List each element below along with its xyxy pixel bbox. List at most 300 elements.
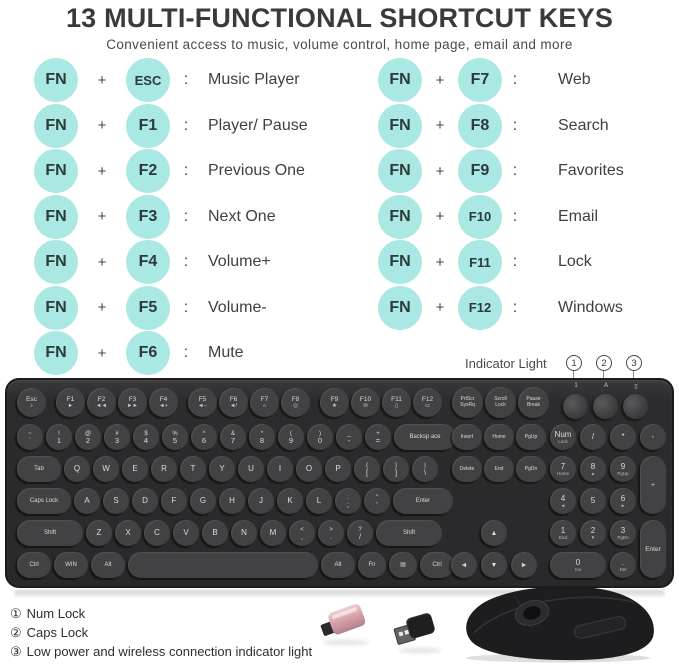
key-label: W bbox=[102, 464, 110, 473]
key-h bbox=[219, 488, 245, 514]
fn-key-circle: FN bbox=[378, 195, 422, 239]
key-label: 3 bbox=[114, 435, 120, 445]
fn-key-circle: FN bbox=[34, 286, 78, 330]
key-label: Insert bbox=[460, 434, 474, 440]
key-c bbox=[144, 520, 170, 546]
key-p bbox=[325, 456, 351, 482]
key-label: " bbox=[375, 494, 379, 501]
colon: : bbox=[512, 253, 518, 270]
key-label: 2 bbox=[590, 525, 596, 535]
key-label: M bbox=[269, 528, 277, 537]
key-label: = bbox=[375, 435, 381, 445]
key-label: ♪ bbox=[30, 403, 33, 409]
key-ctrl bbox=[420, 552, 454, 578]
shortcut-key-circle: F12 bbox=[458, 286, 502, 330]
key-label: ( bbox=[290, 430, 292, 437]
footnotes bbox=[10, 604, 312, 661]
key-j bbox=[248, 488, 274, 514]
indicator-callout-2: 2 bbox=[596, 355, 612, 371]
keyboard-nav-block bbox=[452, 424, 548, 488]
shortcut-function-label: Favorites bbox=[558, 162, 624, 179]
key-label: Scroll bbox=[494, 396, 507, 402]
key-+ bbox=[640, 456, 666, 514]
key-sym bbox=[75, 424, 101, 450]
key-d bbox=[132, 488, 158, 514]
key-label: U bbox=[248, 464, 254, 473]
shortcut-function-label: Volume- bbox=[208, 298, 267, 316]
key-label: # bbox=[115, 430, 119, 437]
key-pause bbox=[518, 387, 549, 418]
key-1 bbox=[550, 520, 576, 546]
shortcut-function-label: Music Player bbox=[208, 71, 300, 88]
keyboard-row bbox=[17, 424, 465, 450]
key-label: F7 bbox=[260, 396, 269, 403]
shortcut-column-right bbox=[378, 58, 673, 331]
key-label: Enter bbox=[415, 497, 431, 504]
shortcut-function-label: Email bbox=[558, 207, 599, 225]
key-r bbox=[151, 456, 177, 482]
key-label: ◄ bbox=[560, 502, 566, 508]
key-f3 bbox=[118, 388, 147, 417]
battery-indicator: ▯ bbox=[634, 384, 638, 390]
key-i bbox=[267, 456, 293, 482]
arrow-right-key: ► bbox=[511, 552, 537, 578]
fn-key-circle: FN bbox=[378, 149, 422, 193]
key-label: ) bbox=[319, 430, 321, 437]
key-label: ▤ bbox=[400, 561, 406, 568]
key-label: S bbox=[113, 496, 119, 505]
key-label: I bbox=[278, 464, 282, 473]
key-label: 9 bbox=[288, 435, 294, 445]
key-label: 9 bbox=[620, 461, 626, 471]
key-scroll bbox=[485, 387, 516, 418]
key-label: ✉ bbox=[363, 403, 368, 409]
colon: : bbox=[512, 116, 518, 134]
shortcut-row bbox=[378, 149, 673, 193]
key-label: ' bbox=[376, 499, 378, 509]
key-label: . bbox=[621, 557, 625, 567]
shortcut-key-circle: F11 bbox=[458, 240, 502, 284]
shortcut-function-label: Lock bbox=[558, 253, 592, 270]
plus-sign: + bbox=[435, 299, 445, 316]
key-label: * bbox=[621, 432, 625, 441]
plus-sign: + bbox=[435, 71, 445, 89]
key-label: PgUp bbox=[524, 434, 538, 440]
key-label: Alt bbox=[334, 561, 342, 568]
key-sym bbox=[610, 424, 636, 450]
key-f1 bbox=[56, 388, 85, 417]
plus-sign: + bbox=[435, 208, 445, 225]
key-sym bbox=[220, 424, 246, 450]
key-label: F10 bbox=[359, 396, 372, 403]
key-label: , bbox=[300, 531, 304, 541]
key-shift bbox=[17, 520, 83, 546]
key-sym bbox=[17, 424, 43, 450]
key-label: Q bbox=[73, 464, 81, 473]
key-label: ► bbox=[620, 502, 626, 508]
plus-sign: + bbox=[435, 253, 445, 271]
key-sym bbox=[104, 424, 130, 450]
key-label: 4 bbox=[560, 493, 566, 503]
key-prtscr bbox=[452, 387, 483, 418]
key-label: G bbox=[199, 496, 207, 505]
shortcut-key-circle: F9 bbox=[458, 149, 502, 193]
fn-key-circle: FN bbox=[378, 240, 422, 284]
key-sym bbox=[336, 424, 362, 450]
shortcut-row bbox=[34, 286, 364, 330]
shortcut-key-circle: F4 bbox=[126, 240, 170, 284]
footnote-number: ② bbox=[10, 624, 22, 640]
key-w bbox=[93, 456, 119, 482]
shortcut-row bbox=[34, 331, 364, 375]
shortcut-row bbox=[34, 104, 364, 148]
key-label: P bbox=[335, 464, 341, 473]
colon: : bbox=[512, 162, 518, 179]
key-insert bbox=[452, 424, 482, 450]
footnote-number: ① bbox=[10, 605, 22, 621]
key-label: C bbox=[154, 528, 160, 537]
key-esc bbox=[17, 388, 46, 417]
key-label: WIN bbox=[65, 561, 77, 568]
key-sym bbox=[133, 424, 159, 450]
key-l bbox=[306, 488, 332, 514]
key-label: 5 bbox=[172, 435, 178, 445]
key-pgup bbox=[516, 424, 546, 450]
key-label: - bbox=[651, 432, 655, 441]
shortcut-row bbox=[34, 149, 364, 193]
key-space bbox=[128, 552, 318, 578]
receiver-shadow bbox=[398, 648, 442, 653]
key-f12 bbox=[413, 388, 442, 417]
key-label: ! bbox=[58, 430, 60, 437]
key-label: A bbox=[84, 496, 90, 505]
key-label: F1 bbox=[66, 396, 75, 403]
keyboard-row bbox=[17, 456, 465, 482]
shortcut-function-label: Web bbox=[558, 71, 591, 88]
arrow-up-key: ▲ bbox=[481, 520, 507, 546]
shortcut-function-label: Mute bbox=[208, 344, 244, 361]
key-label: ► bbox=[67, 403, 74, 409]
caps-lock-indicator: A bbox=[603, 383, 608, 389]
colon: : bbox=[183, 162, 189, 179]
key-label: ^ bbox=[202, 430, 206, 437]
keyboard-main-block bbox=[17, 424, 465, 584]
key-label: Lock bbox=[495, 401, 506, 408]
key-fn bbox=[358, 552, 386, 578]
fn-key-circle: FN bbox=[378, 58, 422, 102]
colon: : bbox=[183, 71, 189, 88]
key-6 bbox=[610, 488, 636, 514]
num-lock-indicator: 1 bbox=[574, 383, 578, 389]
key-f6 bbox=[219, 388, 248, 417]
key-label: % bbox=[172, 430, 178, 437]
key-label: Enter bbox=[645, 545, 661, 553]
shortcut-row bbox=[34, 58, 364, 102]
key-label: Ins bbox=[574, 566, 581, 572]
shortcut-function-label: Search bbox=[558, 116, 609, 134]
key-label: F2 bbox=[97, 396, 106, 403]
key-sym bbox=[162, 424, 188, 450]
key-label: Shift bbox=[43, 529, 56, 536]
footnote-text: Num Lock bbox=[26, 606, 86, 621]
key-label: Num bbox=[554, 429, 572, 439]
key-n bbox=[231, 520, 257, 546]
key-label: ◄+ bbox=[159, 403, 168, 409]
key-label: & bbox=[230, 430, 235, 437]
key-q bbox=[64, 456, 90, 482]
key-label: Shift bbox=[402, 529, 415, 536]
key-alt bbox=[321, 552, 355, 578]
key-4 bbox=[550, 488, 576, 514]
key-label: { bbox=[365, 462, 368, 469]
key-label: ] bbox=[394, 467, 398, 477]
shortcut-row bbox=[378, 104, 673, 148]
key-label: Del bbox=[619, 566, 627, 572]
key-o bbox=[296, 456, 322, 482]
footnote-text: Low power and wireless connection indicator light bbox=[26, 644, 313, 659]
plus-sign: + bbox=[97, 208, 107, 225]
key-z bbox=[86, 520, 112, 546]
arrow-down-key: ▼ bbox=[481, 552, 507, 578]
key-label: ◄◄ bbox=[96, 403, 107, 409]
shortcut-key-circle: F8 bbox=[458, 104, 502, 148]
key-label: $ bbox=[144, 430, 148, 437]
key-label: F11 bbox=[391, 396, 402, 403]
key-menu bbox=[389, 552, 417, 578]
plus-sign: + bbox=[435, 162, 445, 180]
key-label: SysRq bbox=[460, 401, 475, 408]
key-label: Delete bbox=[459, 466, 475, 472]
key-label: V bbox=[183, 528, 189, 537]
key-label: ⌂ bbox=[262, 403, 267, 409]
key-label: 0 bbox=[317, 435, 323, 445]
fn-key-circle: FN bbox=[34, 149, 78, 193]
key-label: E bbox=[132, 464, 138, 473]
usb-receiver-cap bbox=[405, 612, 436, 639]
key-x bbox=[115, 520, 141, 546]
key-label: L bbox=[316, 496, 322, 505]
key-f9 bbox=[320, 388, 349, 417]
key-a bbox=[74, 488, 100, 514]
shortcut-key-circle: F7 bbox=[458, 58, 502, 102]
fn-key-circle: FN bbox=[378, 104, 422, 148]
key-label: * bbox=[260, 430, 264, 437]
keyboard-nav-row bbox=[452, 456, 548, 482]
key-label: \ bbox=[423, 467, 427, 477]
shortcut-row bbox=[378, 58, 673, 102]
key-label: ▭ bbox=[424, 403, 431, 409]
plus-sign: + bbox=[97, 344, 107, 362]
key-label: Esc bbox=[26, 396, 37, 403]
key-label: ◄/ bbox=[230, 403, 237, 409]
key-label: Ctrl bbox=[29, 561, 39, 568]
keyboard-nav-row bbox=[452, 424, 548, 450]
key-label: 4 bbox=[143, 435, 149, 445]
key-label: X bbox=[125, 528, 131, 537]
key-label: ▯ bbox=[394, 403, 399, 409]
key-label: } bbox=[394, 462, 397, 469]
arrow-left-key: ◄ bbox=[451, 552, 477, 578]
footnote-line bbox=[10, 623, 312, 642]
shortcut-row bbox=[34, 240, 364, 284]
key-end bbox=[484, 456, 514, 482]
key-label: F5 bbox=[198, 396, 207, 403]
key-label: F3 bbox=[128, 396, 137, 403]
key-f4 bbox=[149, 388, 178, 417]
key-label: O bbox=[305, 464, 313, 473]
plus-sign: + bbox=[97, 253, 107, 271]
key-f5 bbox=[188, 388, 217, 417]
plus-sign: + bbox=[97, 162, 107, 180]
key-label: 8 bbox=[590, 461, 596, 471]
indicator-callout-3: 3 bbox=[626, 355, 642, 371]
key-label: Pause bbox=[526, 396, 541, 402]
key-3 bbox=[610, 520, 636, 546]
key-- bbox=[640, 424, 666, 450]
key-sym bbox=[46, 424, 72, 450]
key-2 bbox=[580, 520, 606, 546]
shortcut-function-label: Windows bbox=[558, 298, 623, 316]
key-label: F6 bbox=[229, 396, 238, 403]
key-label: + bbox=[376, 430, 380, 437]
key-win bbox=[54, 552, 88, 578]
key-label: ►► bbox=[127, 403, 138, 409]
keyboard-row bbox=[17, 488, 465, 514]
key-label: Caps Lock bbox=[29, 497, 59, 504]
key-label: 3 bbox=[620, 525, 626, 535]
shortcut-row bbox=[34, 195, 364, 239]
key-label: 5 bbox=[590, 496, 596, 505]
usb-c-body bbox=[327, 603, 367, 636]
key-sym bbox=[278, 424, 304, 450]
key-shift bbox=[376, 520, 442, 546]
key-label: F8 bbox=[291, 396, 300, 403]
footnote-line bbox=[10, 604, 312, 623]
key-label: . bbox=[329, 531, 333, 541]
key-label: ◎ bbox=[293, 403, 298, 409]
key-label: T bbox=[190, 464, 196, 473]
colon: : bbox=[183, 298, 189, 316]
shortcut-row bbox=[378, 240, 673, 284]
key-label: | bbox=[424, 462, 426, 469]
colon: : bbox=[183, 207, 189, 225]
key-label: 1 bbox=[560, 525, 566, 535]
key-y bbox=[209, 456, 235, 482]
shortcut-key-circle: F6 bbox=[126, 331, 170, 375]
colon: : bbox=[183, 253, 189, 270]
key-pgdn bbox=[516, 456, 546, 482]
key-m bbox=[260, 520, 286, 546]
key-label: ~ bbox=[28, 430, 32, 437]
key-label: > bbox=[329, 526, 333, 533]
key-sym bbox=[289, 520, 315, 546]
indicator-knob-3 bbox=[623, 394, 648, 419]
fn-key-circle: FN bbox=[378, 286, 422, 330]
shortcut-function-label: Previous One bbox=[208, 162, 305, 179]
key-enter bbox=[393, 488, 453, 514]
key-label: F12 bbox=[421, 396, 434, 403]
shortcut-key-circle: F1 bbox=[126, 104, 170, 148]
key-label: / bbox=[358, 531, 362, 541]
key-0 bbox=[550, 552, 606, 578]
fn-key-circle: FN bbox=[34, 104, 78, 148]
key-label: Home bbox=[556, 470, 569, 476]
key-e bbox=[122, 456, 148, 482]
footnote-line bbox=[10, 642, 312, 661]
keyboard-row bbox=[17, 520, 465, 546]
key-v bbox=[173, 520, 199, 546]
key-label: N bbox=[241, 528, 247, 537]
key-label: ▲ bbox=[590, 470, 596, 476]
shortcut-key-circle: F10 bbox=[458, 195, 502, 239]
mouse-drawing bbox=[452, 584, 664, 664]
key-sym bbox=[347, 520, 373, 546]
key-8 bbox=[580, 456, 606, 482]
key-label: Lock bbox=[558, 438, 568, 444]
key-label: / bbox=[591, 432, 595, 441]
key-label: ★ bbox=[332, 403, 337, 409]
key-label: Fn bbox=[368, 561, 376, 568]
shortcut-row bbox=[378, 195, 673, 239]
key-sym bbox=[249, 424, 275, 450]
key-sym bbox=[610, 552, 636, 578]
shortcut-function-label: Volume+ bbox=[208, 253, 271, 270]
key-label: F9 bbox=[330, 396, 339, 403]
key-label: D bbox=[142, 496, 148, 505]
plus-sign: + bbox=[97, 299, 107, 316]
shortcut-key-circle: F5 bbox=[126, 286, 170, 330]
key-sym bbox=[354, 456, 380, 482]
key-label: 6 bbox=[201, 435, 207, 445]
plus-sign: + bbox=[97, 71, 107, 89]
key-label: K bbox=[287, 496, 293, 505]
key-label: PgUp bbox=[617, 470, 629, 476]
key-s bbox=[103, 488, 129, 514]
shortcut-row bbox=[378, 286, 673, 330]
indicator-callout-1: 1 bbox=[566, 355, 582, 371]
key-label: 7 bbox=[230, 435, 236, 445]
key-label: End bbox=[494, 466, 504, 472]
key-+ bbox=[365, 424, 391, 450]
keyboard-numpad bbox=[550, 424, 666, 578]
key-label: ◄− bbox=[198, 403, 207, 409]
colon: : bbox=[183, 344, 189, 361]
key-label: ▼ bbox=[590, 534, 596, 540]
keyboard-function-row bbox=[17, 387, 549, 418]
key-label: 8 bbox=[259, 435, 265, 445]
key-g bbox=[190, 488, 216, 514]
key-f10 bbox=[351, 388, 380, 417]
colon: : bbox=[512, 207, 518, 225]
key-label: Ctrl bbox=[432, 561, 442, 568]
key-label: Tab bbox=[34, 465, 44, 472]
footnote-number: ③ bbox=[10, 643, 22, 659]
key-label: 6 bbox=[620, 493, 626, 503]
key-label: B bbox=[212, 528, 218, 537]
key-label: PgDn bbox=[617, 534, 629, 540]
key-label: PrtScr bbox=[460, 396, 475, 402]
fn-key-circle: FN bbox=[34, 195, 78, 239]
key-label: ? bbox=[358, 526, 362, 533]
key-9 bbox=[610, 456, 636, 482]
key-numlock bbox=[550, 424, 576, 450]
key-label: 2 bbox=[85, 435, 91, 445]
shortcut-column-left bbox=[34, 58, 364, 377]
key-label: _ bbox=[347, 430, 351, 437]
key-label: Backsp ace bbox=[409, 433, 441, 440]
keyboard-row bbox=[17, 552, 465, 578]
mouse-image bbox=[452, 584, 664, 669]
